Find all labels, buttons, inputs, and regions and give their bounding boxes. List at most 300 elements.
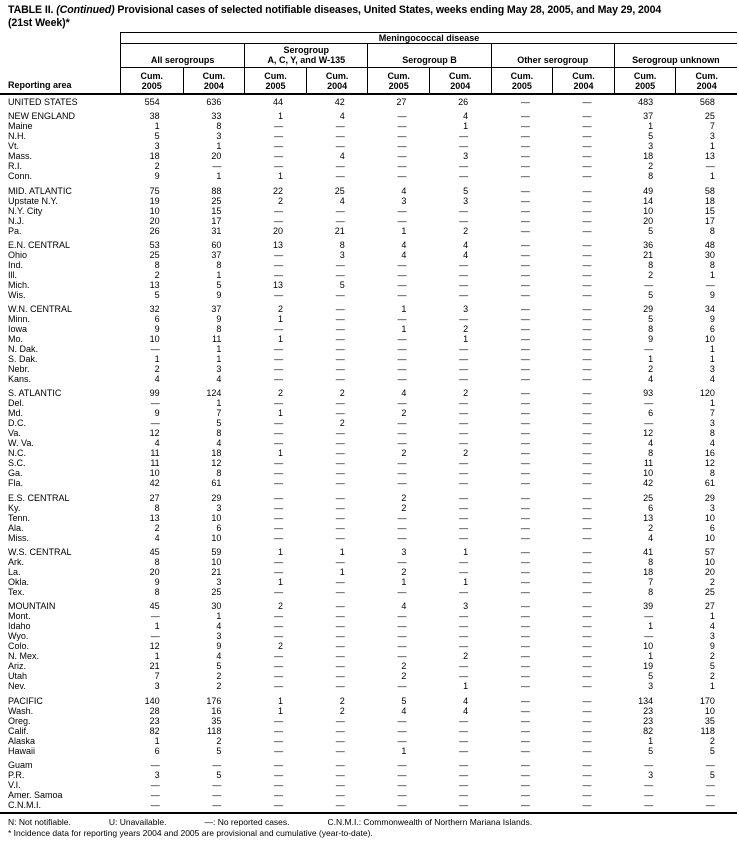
table-row: [0, 493, 737, 503]
value-cell: —: [274, 557, 284, 568]
value-cell: 17: [704, 215, 715, 226]
value-cell: 21: [149, 661, 160, 672]
value-cell: —: [520, 418, 530, 429]
value-cell: —: [459, 314, 469, 325]
value-cell: 2: [401, 492, 407, 503]
value-cell: 1: [216, 344, 222, 355]
value-cell: 3: [463, 195, 469, 206]
value-cell: 1: [401, 225, 407, 236]
value-cell: —: [274, 364, 284, 375]
value-cell: —: [274, 681, 284, 692]
value-cell: —: [459, 671, 469, 682]
cum-year-header: [367, 68, 429, 93]
value-cell: —: [520, 185, 530, 196]
value-cell: 2: [278, 641, 284, 652]
value-cell: 12: [149, 428, 160, 439]
cum-label: Cum.: [140, 71, 164, 81]
table-row: [0, 770, 737, 780]
value-cell: —: [335, 364, 345, 375]
year-label: 2004: [573, 81, 594, 91]
value-cell: 3: [216, 631, 222, 642]
value-cell: 3: [709, 131, 715, 142]
reporting-area-cell: Wyo.: [8, 631, 29, 642]
value-cell: —: [335, 745, 345, 756]
value-cell: 2: [154, 269, 160, 280]
value-cell: 8: [154, 587, 160, 598]
table-row: [0, 567, 737, 577]
value-cell: —: [274, 671, 284, 682]
value-cell: —: [335, 577, 345, 588]
value-cell: 4: [216, 438, 222, 449]
value-cell: 25: [704, 111, 715, 122]
value-cell: 61: [704, 478, 715, 489]
value-cell: —: [274, 398, 284, 409]
value-cell: —: [459, 631, 469, 642]
value-cell: 2: [648, 522, 654, 533]
table-section: [0, 760, 737, 810]
value-cell: —: [459, 502, 469, 513]
value-cell: —: [397, 171, 407, 182]
value-cell: 3: [154, 769, 160, 780]
reporting-area-cell: Kans.: [8, 374, 32, 385]
value-cell: —: [274, 289, 284, 300]
value-cell: 42: [334, 97, 345, 107]
value-cell: —: [459, 769, 469, 780]
value-cell: 27: [149, 492, 160, 503]
value-cell: 23: [643, 715, 654, 726]
value-cell: —: [644, 789, 654, 800]
reporting-area-cell: Hawaii: [8, 745, 36, 756]
value-cell: 1: [709, 171, 715, 182]
value-cell: 1: [463, 577, 469, 588]
value-cell: 8: [648, 259, 654, 270]
value-cell: —: [150, 418, 160, 429]
value-cell: —: [520, 205, 530, 216]
value-cell: 12: [704, 458, 715, 469]
value-cell: 4: [648, 374, 654, 385]
value-cell: 7: [709, 408, 715, 419]
value-cell: —: [335, 641, 345, 652]
value-cell: —: [274, 324, 284, 335]
reporting-area-cell: Miss.: [8, 532, 29, 543]
value-cell: 16: [211, 705, 222, 716]
reporting-area-cell: Ariz.: [8, 661, 26, 672]
reporting-area-cell: S. Dak.: [8, 354, 38, 365]
value-cell: —: [335, 141, 345, 152]
reporting-area-cell: Mo.: [8, 334, 24, 345]
value-cell: —: [335, 334, 345, 345]
value-cell: 176: [206, 695, 222, 706]
value-cell: —: [397, 314, 407, 325]
value-cell: —: [397, 522, 407, 533]
value-cell: 3: [648, 681, 654, 692]
value-cell: 82: [149, 725, 160, 736]
value-cell: —: [397, 799, 407, 810]
value-cell: 4: [401, 388, 407, 399]
value-cell: 5: [154, 289, 160, 300]
value-cell: —: [335, 428, 345, 439]
reporting-area-cell: Mass.: [8, 151, 33, 162]
cum-label: Cum.: [695, 71, 718, 81]
value-cell: —: [459, 269, 469, 280]
value-cell: 2: [278, 388, 284, 399]
value-cell: 9: [216, 289, 222, 300]
value-cell: 2: [339, 695, 345, 706]
cum-year-header: [183, 68, 245, 93]
value-cell: —: [520, 374, 530, 385]
value-cell: —: [582, 492, 592, 503]
table-row: [0, 696, 737, 706]
value-cell: 8: [648, 171, 654, 182]
value-cell: 45: [149, 601, 160, 612]
value-cell: —: [274, 151, 284, 162]
value-cell: —: [582, 478, 592, 489]
value-cell: 8: [709, 428, 715, 439]
value-cell: 19: [149, 195, 160, 206]
value-cell: —: [520, 269, 530, 280]
cum-label: Cum.: [449, 71, 472, 81]
table-row: [0, 270, 737, 280]
value-cell: —: [520, 151, 530, 162]
value-cell: 1: [709, 611, 715, 622]
serogroup-header-row: [121, 44, 737, 68]
value-cell: —: [335, 468, 345, 479]
value-cell: 8: [709, 259, 715, 270]
value-cell: —: [582, 97, 592, 107]
footnote-legend-item: N: Not notifiable.: [8, 816, 71, 827]
table-row: [0, 240, 737, 250]
value-cell: 58: [704, 185, 715, 196]
value-cell: —: [582, 374, 592, 385]
value-cell: —: [397, 641, 407, 652]
value-cell: 8: [709, 225, 715, 236]
value-cell: 4: [648, 438, 654, 449]
value-cell: 2: [648, 269, 654, 280]
value-cell: 4: [463, 111, 469, 122]
value-cell: 2: [709, 577, 715, 588]
value-cell: 17: [211, 215, 222, 226]
value-cell: 57: [704, 547, 715, 558]
value-cell: —: [274, 418, 284, 429]
value-cell: —: [520, 577, 530, 588]
value-cell: —: [397, 269, 407, 280]
value-cell: 1: [339, 567, 345, 578]
table-row: [0, 171, 737, 181]
value-cell: 12: [643, 428, 654, 439]
cum-year-header: [306, 68, 368, 93]
value-cell: 25: [704, 587, 715, 598]
value-cell: 140: [144, 695, 160, 706]
value-cell: —: [644, 631, 654, 642]
value-cell: 12: [149, 641, 160, 652]
value-cell: —: [274, 438, 284, 449]
reporting-area-cell: MID. ATLANTIC: [8, 185, 72, 196]
value-cell: —: [274, 468, 284, 479]
value-cell: —: [582, 705, 592, 716]
table-row: [0, 141, 737, 151]
value-cell: 2: [339, 388, 345, 399]
value-cell: 10: [704, 532, 715, 543]
value-cell: —: [397, 374, 407, 385]
value-cell: —: [582, 354, 592, 365]
cum-label: Cum.: [510, 71, 534, 81]
value-cell: 8: [648, 557, 654, 568]
table-row: [0, 587, 737, 597]
value-cell: —: [520, 557, 530, 568]
table-row: [0, 468, 737, 478]
footnote-incidence: * Incidence data for reporting years 2004 and 2005 are provisional and cumulative (year-to-date).: [8, 827, 373, 838]
value-cell: —: [582, 631, 592, 642]
value-cell: —: [582, 661, 592, 672]
value-cell: —: [274, 121, 284, 132]
value-cell: —: [397, 611, 407, 622]
value-cell: —: [335, 799, 345, 810]
value-cell: —: [274, 769, 284, 780]
value-cell: —: [397, 478, 407, 489]
table-row: [0, 418, 737, 428]
value-cell: —: [459, 492, 469, 503]
value-cell: —: [274, 205, 284, 216]
value-cell: 1: [709, 681, 715, 692]
value-cell: 9: [648, 334, 654, 345]
value-cell: —: [459, 715, 469, 726]
table-row: [0, 250, 737, 260]
value-cell: —: [335, 532, 345, 543]
value-cell: 25: [211, 195, 222, 206]
value-cell: —: [397, 468, 407, 479]
value-cell: 13: [704, 151, 715, 162]
reporting-area-cell: S. ATLANTIC: [8, 388, 62, 399]
value-cell: —: [459, 799, 469, 810]
value-cell: 1: [709, 344, 715, 355]
table-row: [0, 226, 737, 236]
reporting-area-cell: NEW ENGLAND: [8, 111, 76, 122]
value-cell: 1: [339, 547, 345, 558]
value-cell: 4: [339, 151, 345, 162]
value-cell: 1: [278, 334, 284, 345]
value-cell: 11: [150, 458, 160, 469]
table-row: [0, 196, 737, 206]
value-cell: 2: [278, 601, 284, 612]
reporting-area-cell: E.S. CENTRAL: [8, 492, 70, 503]
table-row: [0, 651, 737, 661]
value-cell: 1: [216, 398, 222, 409]
value-cell: 23: [149, 715, 160, 726]
reporting-area-cell: E.N. CENTRAL: [8, 239, 71, 250]
value-cell: —: [459, 205, 469, 216]
value-cell: 3: [216, 364, 222, 375]
year-label: 2005: [141, 81, 162, 91]
table-section: [0, 388, 737, 488]
value-cell: —: [274, 131, 284, 142]
value-cell: 1: [463, 334, 469, 345]
reporting-area-cell: Fla.: [8, 478, 24, 489]
value-cell: —: [212, 759, 222, 770]
table-row: [0, 503, 737, 513]
value-cell: —: [582, 502, 592, 513]
value-cell: —: [397, 428, 407, 439]
reporting-area-cell: P.R.: [8, 769, 25, 780]
value-cell: —: [582, 611, 592, 622]
value-cell: 8: [648, 587, 654, 598]
value-cell: —: [520, 621, 530, 632]
value-cell: 170: [699, 695, 715, 706]
value-cell: 29: [704, 492, 715, 503]
reporting-area-cell: N. Mex.: [8, 651, 40, 662]
reporting-area-cell: Mich.: [8, 279, 30, 290]
table-row: [0, 681, 737, 691]
value-cell: 20: [704, 567, 715, 578]
value-cell: 2: [463, 651, 469, 662]
cum-year-header: [429, 68, 491, 93]
value-cell: —: [150, 779, 160, 790]
value-cell: 9: [154, 408, 160, 419]
value-cell: —: [274, 661, 284, 672]
serogroup-label-line: Other serogroup: [517, 55, 589, 65]
value-cell: 36: [643, 239, 654, 250]
value-cell: —: [582, 269, 592, 280]
reporting-area-cell: W.N. CENTRAL: [8, 304, 73, 315]
value-cell: 1: [154, 121, 160, 132]
value-cell: 134: [638, 695, 654, 706]
value-cell: —: [397, 769, 407, 780]
cum-label: Cum.: [633, 71, 657, 81]
value-cell: 42: [643, 478, 654, 489]
table-section: [0, 601, 737, 691]
value-cell: 5: [648, 745, 654, 756]
table-row: [0, 111, 737, 121]
value-cell: 1: [278, 111, 284, 122]
value-cell: —: [274, 759, 284, 770]
value-cell: —: [705, 759, 715, 770]
value-cell: —: [459, 587, 469, 598]
value-cell: —: [582, 171, 592, 182]
value-cell: —: [274, 215, 284, 226]
table-section: [0, 547, 737, 597]
table-row: [0, 671, 737, 681]
value-cell: 4: [216, 621, 222, 632]
value-cell: —: [274, 567, 284, 578]
value-cell: —: [335, 354, 345, 365]
value-cell: 23: [643, 705, 654, 716]
serogroup-label-line: All serogroups: [150, 55, 215, 65]
value-cell: —: [520, 398, 530, 409]
value-cell: —: [582, 759, 592, 770]
value-cell: —: [212, 789, 222, 800]
value-cell: —: [459, 458, 469, 469]
value-cell: —: [459, 418, 469, 429]
serogroup-column-header: [121, 44, 244, 67]
value-cell: —: [459, 428, 469, 439]
value-cell: 8: [216, 259, 222, 270]
value-cell: 75: [149, 185, 160, 196]
value-cell: —: [520, 279, 530, 290]
value-cell: 7: [648, 577, 654, 588]
value-cell: —: [335, 121, 345, 132]
value-cell: —: [582, 314, 592, 325]
value-cell: 3: [401, 195, 407, 206]
value-cell: 4: [216, 374, 222, 385]
value-cell: —: [705, 789, 715, 800]
value-cell: 10: [211, 512, 222, 523]
value-cell: —: [459, 215, 469, 226]
value-cell: 2: [401, 408, 407, 419]
value-cell: 4: [401, 601, 407, 612]
value-cell: —: [520, 324, 530, 335]
value-cell: 14: [643, 195, 654, 206]
value-cell: 2: [339, 705, 345, 716]
value-cell: —: [520, 611, 530, 622]
value-cell: 5: [401, 695, 407, 706]
table-row: [0, 438, 737, 448]
value-cell: 6: [154, 745, 160, 756]
value-cell: —: [582, 334, 592, 345]
value-cell: —: [335, 601, 345, 612]
value-cell: —: [335, 789, 345, 800]
value-cell: 11: [643, 458, 654, 469]
value-cell: 2: [278, 304, 284, 315]
value-cell: —: [582, 587, 592, 598]
value-cell: —: [397, 532, 407, 543]
value-cell: —: [582, 398, 592, 409]
year-label: 2004: [203, 81, 224, 91]
disease-header-block: [120, 32, 737, 93]
reporting-area-cell: Mont.: [8, 611, 31, 622]
value-cell: 2: [463, 448, 469, 459]
value-cell: —: [150, 799, 160, 810]
reporting-area-cell: PACIFIC: [8, 695, 43, 706]
value-cell: —: [274, 621, 284, 632]
reporting-area-cell: Ga.: [8, 468, 23, 479]
value-cell: —: [335, 522, 345, 533]
value-cell: 35: [704, 715, 715, 726]
table-section: [0, 97, 737, 107]
value-cell: 3: [648, 769, 654, 780]
value-cell: —: [582, 438, 592, 449]
table-row: [0, 458, 737, 468]
value-cell: 4: [154, 374, 160, 385]
value-cell: 30: [211, 601, 222, 612]
value-cell: 1: [216, 171, 222, 182]
value-cell: —: [520, 171, 530, 182]
value-cell: —: [397, 354, 407, 365]
value-cell: —: [582, 789, 592, 800]
reporting-area-cell: Nebr.: [8, 364, 30, 375]
value-cell: —: [397, 557, 407, 568]
value-cell: 5: [648, 289, 654, 300]
value-cell: —: [335, 374, 345, 385]
value-cell: 5: [648, 225, 654, 236]
value-cell: —: [582, 259, 592, 270]
year-label: 2005: [511, 81, 532, 91]
value-cell: —: [335, 259, 345, 270]
value-cell: —: [397, 651, 407, 662]
table-row: [0, 374, 737, 384]
value-cell: 1: [648, 651, 654, 662]
value-cell: —: [582, 304, 592, 315]
value-cell: —: [520, 671, 530, 682]
value-cell: 44: [273, 97, 284, 107]
value-cell: 4: [401, 249, 407, 260]
value-cell: 34: [704, 304, 715, 315]
value-cell: —: [582, 344, 592, 355]
reporting-area-cell: Minn.: [8, 314, 31, 325]
cum-year-header: [552, 68, 614, 93]
value-cell: —: [644, 779, 654, 790]
table-row: [0, 547, 737, 557]
value-cell: 37: [211, 249, 222, 260]
value-cell: 26: [458, 97, 469, 107]
